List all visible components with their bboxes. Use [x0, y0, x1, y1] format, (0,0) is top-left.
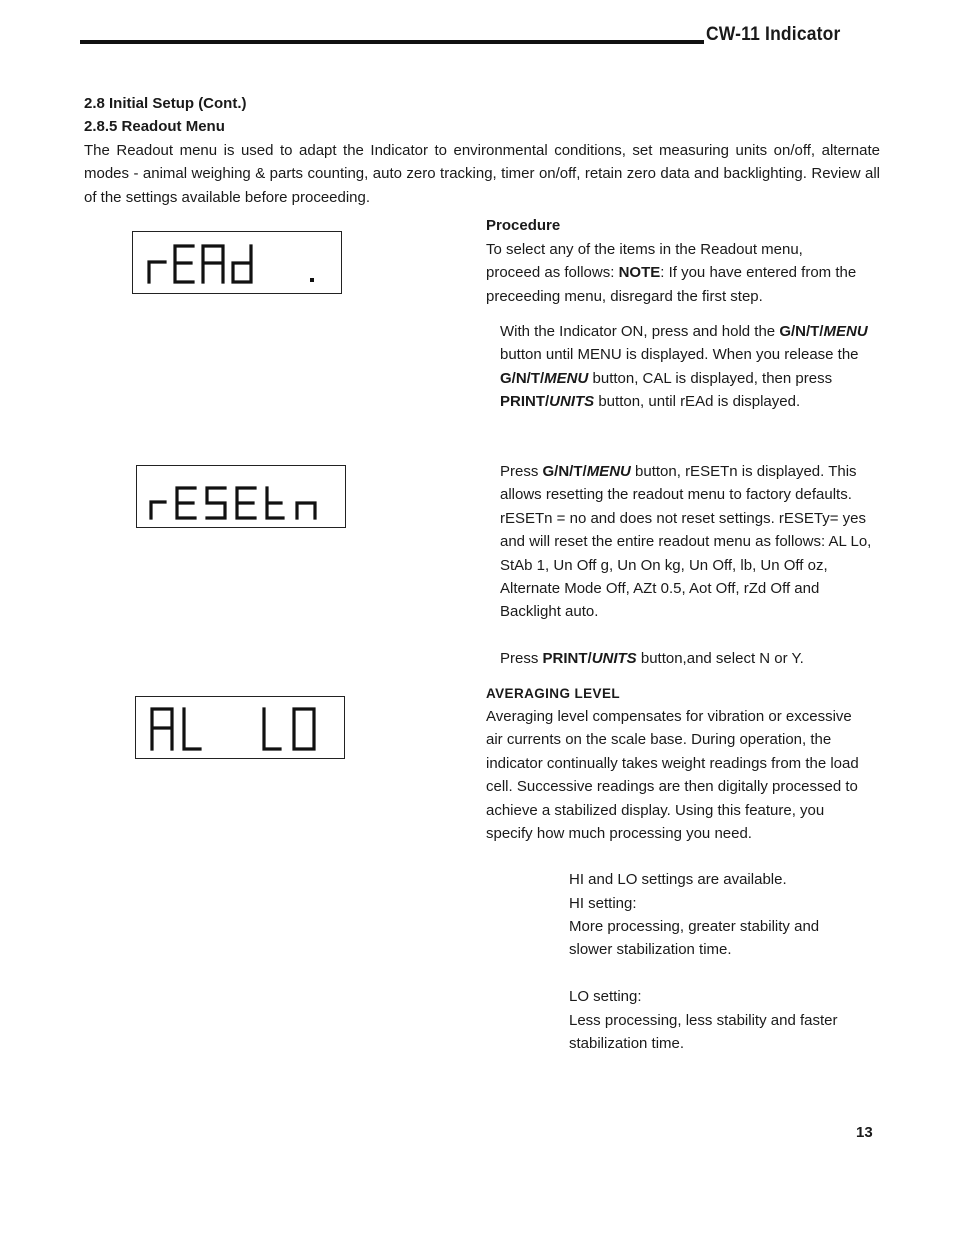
averaging-description: Averaging level compensates for vibration or excessive air currents on the scale base. During operation, the indicator continually takes weight readings from the load cell. Successive readings are then digitally processed to achieve a stabilized display. Using this feature, you specify how much processing you need. — [486, 708, 859, 843]
page-number: 13 — [856, 1124, 873, 1141]
procedure-step-intro: To select any of the items in the Readout menu, proceed as follows: NOTE: If you have entered from the preceeding menu, disregard the first step. — [486, 241, 857, 305]
header-rule — [80, 40, 704, 44]
lcd-read-glyphs — [133, 232, 339, 291]
note-label: NOTE — [618, 264, 661, 282]
lcd-al-lo-glyphs — [136, 697, 342, 756]
settings-available-text: HI and LO settings are available. — [569, 871, 787, 888]
procedure-heading: Procedure — [486, 217, 561, 234]
hi-setting-label: HI setting: — [569, 895, 637, 912]
resetn-display — [136, 465, 346, 528]
procedure-step-1: With the Indicator ON, press and hold the G/N/T/MENU button until MENU is displayed. When you release the G/N/T/MENU button, CAL is displayed, then press PRINT/UNITS button, until rEAd is displayed. — [500, 323, 868, 411]
lcd-resetn-glyphs — [137, 466, 343, 525]
lo-setting-label: LO setting: — [569, 988, 642, 1005]
read-display — [132, 231, 342, 294]
page-header-title: CW-11 Indicator — [706, 24, 841, 45]
procedure-step-2: Press G/N/T/MENU button, rESETn is displayed. This allows resetting the readout menu to factory defaults. rESETn = no and does not reset settings. rESETy= yes and will reset the entire readout menu as follows: AL Lo, StAb 1, Un Off g, Un On kg, Un Off, lb, Un Off oz, Alternate Mode Off, AZt 0.5, Aot Off, rZd Off and Backlight auto. — [500, 463, 872, 621]
intro-paragraph: The Readout menu is used to adapt the Indicator to environmental conditions, set measuring units on/off, alternate modes - animal weighing & parts counting, auto zero tracking, timer on/off, retain zero data and backlighting. Review all of the settings available before proceeding. — [84, 142, 880, 206]
hi-setting-description: More processing, greater stability and slower stabilization time. — [569, 918, 820, 959]
averaging-heading: AVERAGING LEVEL — [486, 686, 621, 701]
section-heading: 2.8 Initial Setup (Cont.) — [84, 95, 247, 112]
lo-setting-description: Less processing, less stability and faster stabilization time. — [569, 1012, 838, 1053]
procedure-step-3: Press PRINT/UNITS button,and select N or Y. — [500, 650, 804, 667]
al-lo-display — [135, 696, 345, 759]
subsection-heading: 2.8.5 Readout Menu — [84, 118, 225, 135]
